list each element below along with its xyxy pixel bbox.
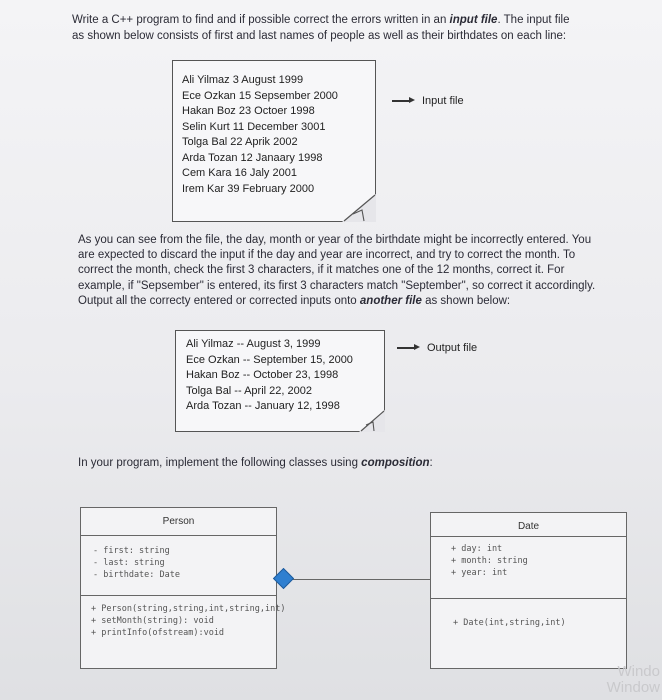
input-file-line: Ece Ozkan 15 Sepsember 2000 [182,89,338,102]
person-class-box [80,507,286,669]
date-methods: + Date(int,string,int) [453,618,566,628]
date-class-box [430,512,627,669]
instructions-paragraph: As you can see from the file, the day, month or year of the birthdate might be incorrectly entered. You are expected to discard the input if the day and year are incorrect, and try to correct the month. To correct the month, check the first 3 characters, if it matches one of the 12 months, correct it. For example, if "Sepsember" is entered, its first 3 characters match "September", so correct it accordingly. Output all the correcty entered or corrected inputs onto another file as shown below: [78,234,596,307]
intro-text: Write a C++ program to find and if possible correct the errors written in an input file. The input file as shown below consists of first and last names of people as well as their birthdates on each line: [72,14,570,42]
date-class-name: Date [517,521,540,532]
arrow-right-icon [397,347,415,348]
output-file-line: Ece Ozkan -- September 15, 2000 [186,353,353,366]
folded-corner-icon [359,410,385,432]
input-file-line: Hakan Boz 23 Octoer 1998 [182,105,315,117]
another-file-emphasis: another file [359,294,422,307]
input-file-note [172,60,376,222]
arrow-right-icon [392,100,410,101]
input-file-line: Irem Kar 39 February 2000 [182,182,315,195]
person-class-name: Person [162,516,195,527]
person-attributes: - first: string - last: string - birthdate: Date [93,546,180,580]
output-file-note [175,330,385,432]
input-file-line: Arda Tozan 12 Janaary 1998 [182,151,323,164]
input-file-line: Tolga Bal 22 Aprik 2002 [182,136,298,148]
output-file-label: Output file [397,342,477,354]
composition-instruction: In your program, implement the following classes using composition: [78,457,433,469]
output-file-line: Hakan Boz -- October 23, 1998 [186,369,339,381]
output-file-line: Ali Yilmaz -- August 3, 1999 [186,338,321,350]
input-file-line: Ali Yilmaz 3 August 1999 [182,74,304,86]
windows-watermark: Windo Window [606,663,660,696]
input-file-lines [182,73,338,197]
composition-emphasis: composition [361,457,430,469]
output-file-line: Tolga Bal -- April 22, 2002 [186,384,312,397]
input-file-line: Cem Kara 16 Jaly 2001 [182,167,297,179]
input-file-label: Input file [392,95,464,107]
folded-corner-icon [342,194,376,222]
composition-line [275,579,430,580]
person-methods: + Person(string,string,int,string,int) + setMonth(string): void + printInfo(ofstream):void [91,604,286,638]
date-attributes: + day: int + month: string + year: int [451,544,528,578]
output-file-lines [186,337,353,415]
output-file-line: Arda Tozan -- January 12, 1998 [186,400,340,412]
input-file-emphasis: input file [449,14,498,26]
input-file-line: Selin Kurt 11 December 3001 [182,120,326,133]
